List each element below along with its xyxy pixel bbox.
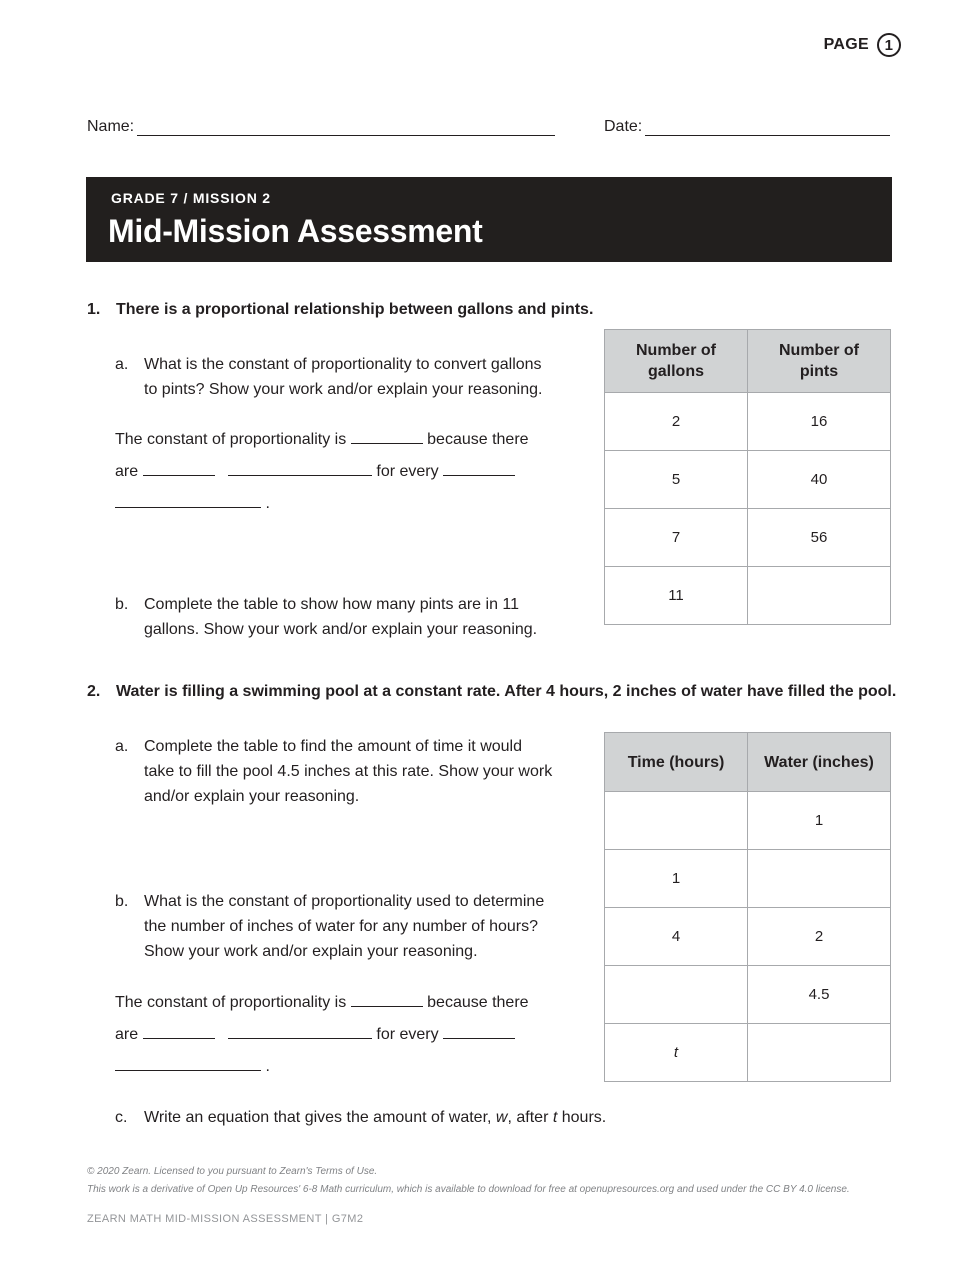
part-text: take to fill the pool 4.5 inches at this rate. Show your work	[144, 763, 553, 780]
part-text: , after	[507, 1109, 549, 1126]
part-label: a.	[115, 356, 129, 373]
question-number: 1.	[87, 301, 101, 318]
title-banner	[86, 177, 892, 262]
date-field	[604, 118, 890, 136]
table-cell: 40	[748, 451, 891, 509]
header-pints	[748, 330, 891, 393]
variable-t: t	[552, 1109, 558, 1126]
part-label: b.	[115, 596, 129, 613]
question-2c	[115, 1105, 606, 1130]
page-label: PAGE	[823, 36, 869, 53]
part-text: gallons. Show your work and/or explain your reasoning.	[144, 621, 538, 638]
license-text: This work is a derivative of Open Up Resources' 6-8 Math curriculum, which is available to download for free at openupresources.org and used under the CC BY 4.0 license.	[87, 1184, 850, 1195]
header-text: Number of	[779, 342, 859, 359]
question-text: There is a proportional relationship between gallons and pints.	[116, 301, 594, 318]
answer-cell-water[interactable]	[748, 850, 891, 908]
table-header-row	[605, 733, 891, 792]
document-id: ZEARN MATH MID-MISSION ASSESSMENT | G7M2	[87, 1213, 364, 1225]
question-1-prompt	[87, 297, 593, 322]
table-row	[605, 792, 891, 850]
part-text: What is the constant of proportionality used to determine	[144, 893, 545, 910]
sentence-text: because there	[427, 994, 529, 1011]
blank-quantity-1[interactable]	[143, 461, 215, 476]
answer-cell-pints[interactable]	[748, 567, 891, 625]
table-cell: 11	[605, 567, 748, 625]
blank-quantity-2[interactable]	[443, 461, 515, 476]
table-row	[605, 908, 891, 966]
table-row	[605, 451, 891, 509]
table-header-row	[605, 330, 891, 393]
question-text: Water is filling a swimming pool at a constant rate. After 4 hours, 2 inches of water have filled the pool.	[116, 683, 897, 700]
sentence-text: for every	[376, 463, 439, 480]
table-cell: 1	[605, 850, 748, 908]
sentence-text: .	[265, 1058, 270, 1075]
table-row	[605, 850, 891, 908]
table-row	[605, 966, 891, 1024]
question-2-prompt	[87, 679, 896, 704]
blank-unit-1[interactable]	[228, 1024, 372, 1039]
date-input-line[interactable]	[645, 121, 890, 136]
table-cell: 4.5	[748, 966, 891, 1024]
part-text: the number of inches of water for any number of hours?	[144, 918, 538, 935]
blank-quantity-1[interactable]	[143, 1024, 215, 1039]
part-label: c.	[115, 1109, 128, 1126]
table-cell: t	[605, 1024, 748, 1082]
table-cell: 4	[605, 908, 748, 966]
question-number: 2.	[87, 683, 101, 700]
question-2-sentence	[115, 987, 595, 1083]
blank-unit-2[interactable]	[115, 493, 261, 508]
header-gallons	[605, 330, 748, 393]
question-1-sentence	[115, 424, 585, 520]
part-text: Show your work and/or explain your reasoning.	[144, 943, 478, 960]
table-cell: 2	[605, 393, 748, 451]
question-2a	[115, 734, 595, 809]
name-input-line[interactable]	[137, 121, 555, 136]
table-cell: 56	[748, 509, 891, 567]
table-row	[605, 1024, 891, 1082]
copyright-text: © 2020 Zearn. Licensed to you pursuant to Zearn's Terms of Use.	[87, 1166, 378, 1177]
part-text: Write an equation that gives the amount of water,	[144, 1109, 492, 1126]
part-text: What is the constant of proportionality to convert gallons	[144, 356, 542, 373]
header-text: gallons	[647, 363, 704, 380]
answer-cell-water[interactable]	[748, 1024, 891, 1082]
table-row	[605, 509, 891, 567]
blank-constant[interactable]	[351, 429, 423, 444]
banner-subtitle: GRADE 7 / MISSION 2	[111, 190, 271, 206]
name-label: Name:	[87, 118, 135, 135]
answer-cell-time[interactable]	[605, 966, 748, 1024]
sentence-text: because there	[427, 431, 529, 448]
table-cell: 16	[748, 393, 891, 451]
header-text: Number of	[636, 342, 716, 359]
question-1b	[115, 592, 585, 642]
gallons-pints-table	[604, 329, 891, 625]
table-row	[605, 393, 891, 451]
sentence-text: are	[115, 1026, 139, 1043]
sentence-text: The constant of proportionality is	[115, 994, 347, 1011]
part-text: to pints? Show your work and/or explain your reasoning.	[144, 381, 543, 398]
blank-quantity-2[interactable]	[443, 1024, 515, 1039]
date-label: Date:	[604, 118, 643, 135]
header-time: Time (hours)	[605, 733, 748, 792]
table-cell: 2	[748, 908, 891, 966]
answer-cell-time[interactable]	[605, 792, 748, 850]
footer-legal	[87, 1163, 850, 1199]
sentence-text: .	[265, 495, 270, 512]
part-text: Complete the table to show how many pints are in 11	[144, 596, 520, 613]
blank-unit-1[interactable]	[228, 461, 372, 476]
header-water: Water (inches)	[748, 733, 891, 792]
table-cell: 5	[605, 451, 748, 509]
blank-constant[interactable]	[351, 992, 423, 1007]
sentence-text: for every	[376, 1026, 439, 1043]
table-row	[605, 567, 891, 625]
table-cell: 7	[605, 509, 748, 567]
name-field	[87, 118, 555, 136]
time-water-table	[604, 732, 891, 1082]
page-title: Mid-Mission Assessment	[108, 213, 483, 249]
part-text: Complete the table to find the amount of time it would	[144, 738, 522, 755]
question-2b	[115, 889, 595, 964]
part-text: and/or explain your reasoning.	[144, 788, 360, 805]
question-1a	[115, 352, 585, 402]
variable-w: w	[495, 1109, 508, 1126]
header-text: pints	[799, 363, 839, 380]
part-text: hours.	[561, 1109, 607, 1126]
sentence-text: are	[115, 463, 139, 480]
sentence-text: The constant of proportionality is	[115, 431, 347, 448]
table-cell: 1	[748, 792, 891, 850]
page-indicator	[824, 33, 901, 57]
blank-unit-2[interactable]	[115, 1056, 261, 1071]
page-number-badge: 1	[877, 33, 901, 57]
part-label: b.	[115, 893, 129, 910]
part-label: a.	[115, 738, 129, 755]
